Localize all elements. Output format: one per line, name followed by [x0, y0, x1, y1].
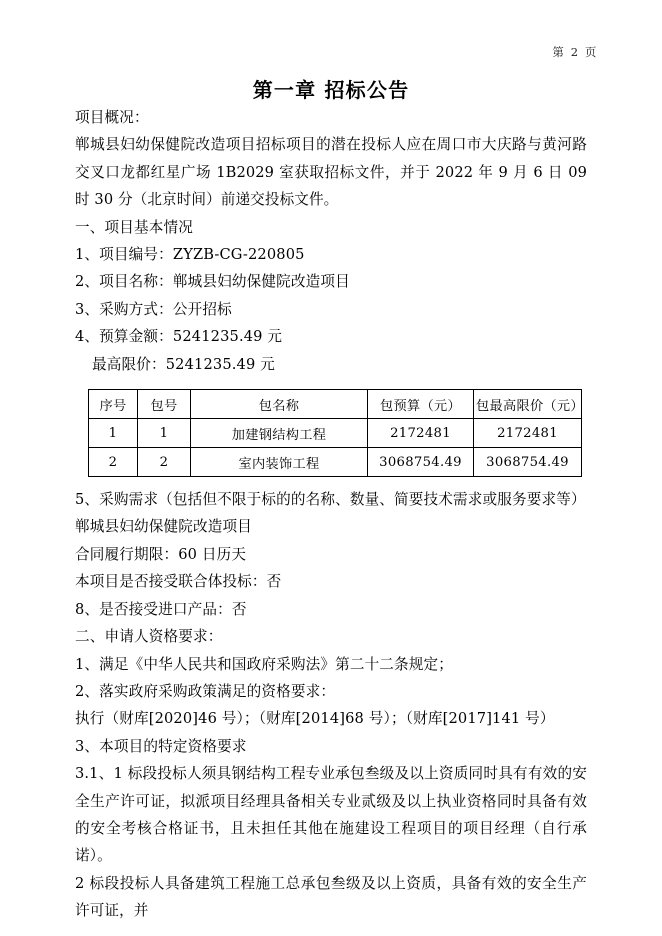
- procurement-demand-project-name: 郸城县妇幼保健院改造项目: [75, 518, 252, 536]
- procurement-demand-heading: 5、采购需求（包括但不限于标的的名称、数量、简要技术需求或服务要求等）: [75, 491, 586, 509]
- cell-package-budget: 2172481: [368, 419, 474, 448]
- page-number-header: 第 2 页: [552, 45, 598, 59]
- cell-package-name: 室内装饰工程: [191, 448, 368, 477]
- cell-package-no: 2: [138, 448, 191, 477]
- cell-index: 2: [89, 448, 138, 477]
- qualification-item-2: 2、落实政府采购政策满足的资格要求：: [75, 682, 336, 700]
- column-header-index: 序号: [89, 390, 138, 419]
- procurement-method-line: 3、采购方式：公开招标: [75, 300, 232, 318]
- imported-products-line: 8、是否接受进口产品：否: [75, 600, 247, 618]
- table-row: [89, 419, 582, 448]
- section-one-heading: 一、项目基本情况: [75, 218, 193, 236]
- column-header-package-max-price: 包最高限价（元）: [474, 390, 582, 419]
- column-header-package-no: 包号: [138, 390, 191, 419]
- package-table: [88, 389, 582, 477]
- qualification-item-1: 1、满足《中华人民共和国政府采购法》第二十二条规定；: [75, 655, 454, 673]
- document-body: [75, 104, 587, 925]
- page-title: 第一章 招标公告: [252, 78, 410, 102]
- cell-package-max-price: 2172481: [474, 419, 582, 448]
- cell-package-no: 1: [138, 419, 191, 448]
- max-price-line: 最高限价：5241235.49 元: [92, 355, 275, 373]
- qualification-item-3: 3、本项目的特定资格要求: [75, 737, 247, 755]
- contract-period-line: 合同履行期限：60 日历天: [75, 545, 247, 563]
- section-two-heading: 二、申请人资格要求：: [75, 628, 223, 646]
- budget-amount-line: 4、预算金额：5241235.49 元: [75, 328, 283, 346]
- consortium-bid-line: 本项目是否接受联合体投标：否: [75, 573, 282, 591]
- overview-heading: 项目概况：: [75, 109, 149, 126]
- policy-reference-line: 执行（财库[2020]46 号）；（财库[2014]68 号）；（财库[2017]141 号）: [75, 710, 555, 728]
- column-header-package-name: 包名称: [191, 390, 368, 419]
- project-number-line: 1、项目编号：ZYZB-CG-220805: [75, 246, 305, 264]
- cell-package-budget: 3068754.49: [368, 448, 474, 477]
- qualification-item-3-1: 3.1、1 标段投标人须具钢结构工程专业承包叁级及以上资质同时具有有效的安全生产许可证，拟派项目经理具备相关专业贰级及以上执业资格同时具备有效的安全考核合格证书，且未担任其他在施建设工程项目的项目经理（自行承诺）。: [75, 765, 587, 865]
- table-header-row: [89, 390, 582, 419]
- cell-package-max-price: 3068754.49: [474, 448, 582, 477]
- qualification-item-3-2: 2 标段投标人具备建筑工程施工总承包叁级及以上资质，具备有效的安全生产许可证，并: [75, 874, 587, 920]
- cell-index: 1: [89, 419, 138, 448]
- package-table-wrapper: [88, 389, 587, 477]
- project-name-line: 2、项目名称：郸城县妇幼保健院改造项目: [75, 273, 350, 291]
- cell-package-name: 加建钢结构工程: [191, 419, 368, 448]
- column-header-package-budget: 包预算（元）: [368, 390, 474, 419]
- table-row: [89, 448, 582, 477]
- overview-paragraph: 郸城县妇幼保健院改造项目招标项目的潜在投标人应在周口市大庆路与黄河路交叉口龙都红星广场 1B2029 室获取招标文件，并于 2022 年 9 月 6 日 09 时 30 分（北京时间）前递交投标文件。: [75, 136, 587, 209]
